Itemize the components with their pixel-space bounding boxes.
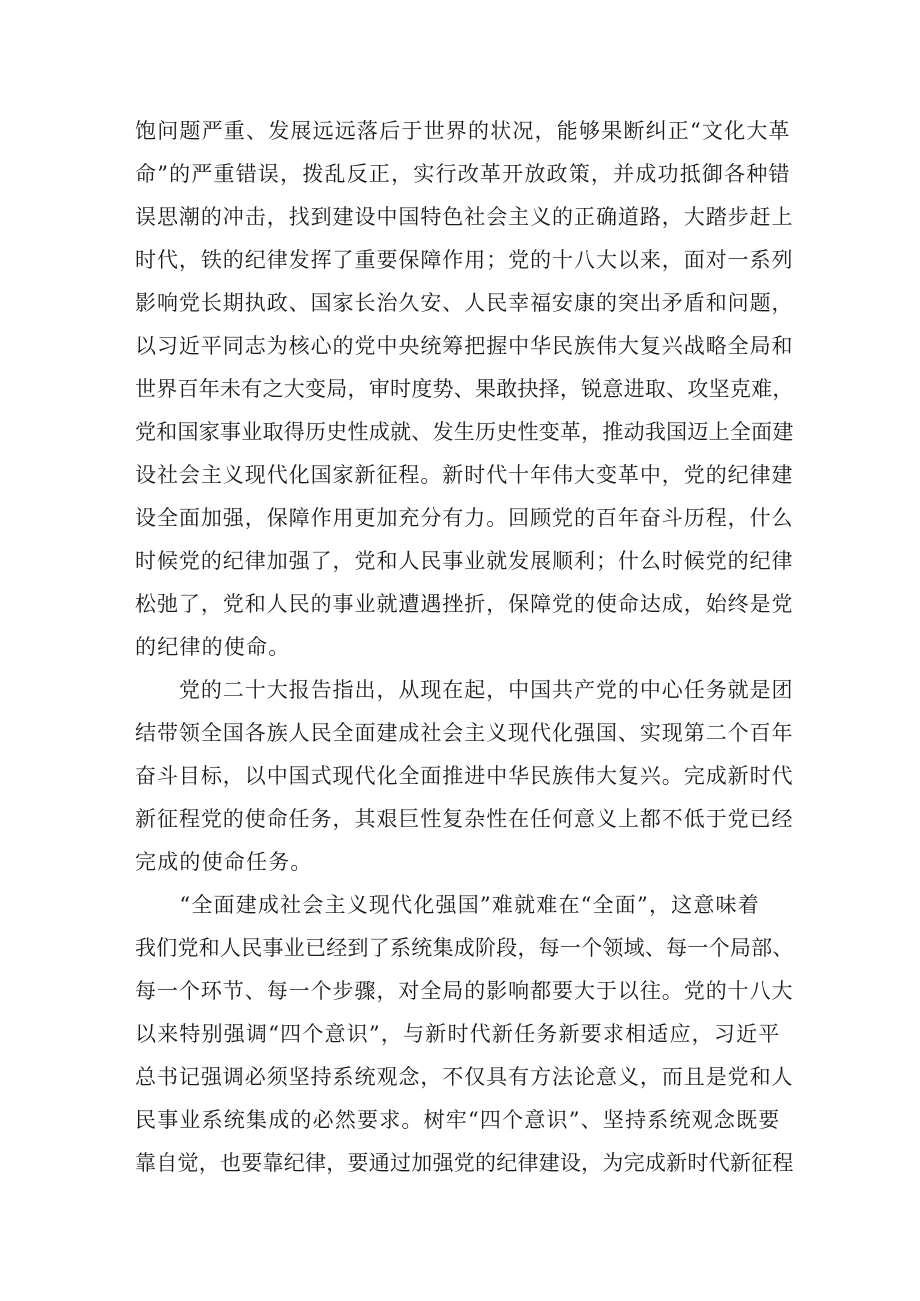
text-line: 民事业系统集成的必然要求。树牢“四个意识”、坚持系统观念既要 [135, 1108, 781, 1132]
text-line: 以来特别强调“四个意识”，与新时代新任务新要求相适应，习近平 [135, 1022, 781, 1046]
text-line: 松弛了，党和人民的事业就遭遇挫折，保障党的使命达成，始终是党 [135, 592, 794, 616]
text-line: 世界百年未有之大变局，审时度势、果敢抉择，锐意进取、攻坚克难， [135, 377, 794, 401]
document-body [135, 110, 795, 1185]
text-line: 完成的使命任务。 [135, 850, 313, 874]
text-line: 命”的严重错误，拨乱反正，实行改革开放政策，并成功抵御各种错 [135, 162, 791, 186]
text-line: 党和国家事业取得历史性成就、发生历史性变革，推动我国迈上全面建 [135, 420, 794, 444]
text-line: 奋斗目标，以中国式现代化全面推进中华民族伟大复兴。完成新时代 [135, 764, 794, 788]
text-line: 影响党长期执政、国家长治久安、人民幸福安康的突出矛盾和问题， [135, 291, 794, 315]
text-line: 我们党和人民事业已经到了系统集成阶段，每一个领域、每一个局部、 [135, 936, 794, 960]
text-line: 饱问题严重、发展远远落后于世界的状况，能够果断纠正“文化大革 [135, 119, 791, 143]
text-line: 以习近平同志为核心的党中央统筹把握中华民族伟大复兴战略全局和 [135, 334, 794, 358]
text-line: 靠自觉，也要靠纪律，要通过加强党的纪律建设，为完成新时代新征程 [135, 1151, 794, 1175]
text-line: 结带领全国各族人民全面建成社会主义现代化强国、实现第二个百年 [135, 721, 794, 745]
text-line: “全面建成社会主义现代化强国”难就难在“全面”，这意味着 [135, 893, 760, 917]
text-line: 误思潮的冲击，找到建设中国特色社会主义的正确道路，大踏步赶上 [135, 205, 794, 229]
text-line: 总书记强调必须坚持系统观念，不仅具有方法论意义，而且是党和人 [135, 1065, 794, 1089]
text-line: 每一个环节、每一个步骤，对全局的影响都要大于以往。党的十八大 [135, 979, 794, 1003]
text-line: 时候党的纪律加强了，党和人民事业就发展顺利；什么时候党的纪律 [135, 549, 794, 573]
text-line: 设全面加强，保障作用更加充分有力。回顾党的百年奋斗历程，什么 [135, 506, 794, 530]
text-line: 的纪律的使命。 [135, 635, 291, 659]
text-line: 设社会主义现代化国家新征程。新时代十年伟大变革中，党的纪律建 [135, 463, 794, 487]
text-line: 时代，铁的纪律发挥了重要保障作用；党的十八大以来，面对一系列 [135, 248, 794, 272]
text-line: 党的二十大报告指出，从现在起，中国共产党的中心任务就是团 [135, 678, 794, 702]
text-line: 新征程党的使命任务，其艰巨性复杂性在任何意义上都不低于党已经 [135, 807, 794, 831]
